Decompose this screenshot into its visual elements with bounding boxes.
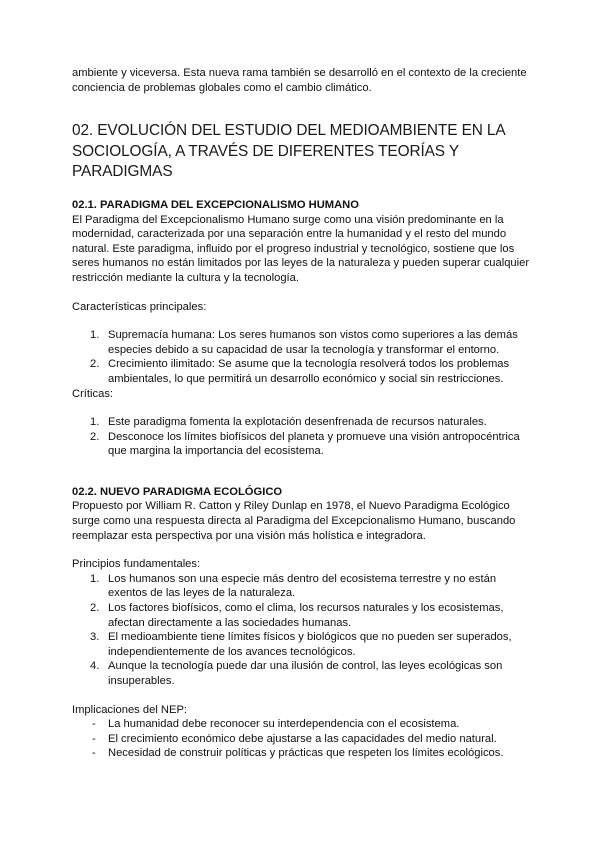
list-number: 1. [90,329,100,342]
list-item [72,601,534,630]
list-item-text: Supremacía humana: Los seres humanos son vistos como superiores a las demás especies debido a su capacidad de usar la tecnología y transformar el entorno. [108,329,518,356]
dash-bullet: - [92,718,96,731]
nep-heading: 02.2. NUEVO PARADIGMA ECOLÓGICO [72,485,283,498]
list-number: 1. [90,572,100,585]
list-number: 2. [90,358,100,371]
list-item-text: Desconoce los límites biofísicos del planeta y promueve una visión antropocéntrica que margina la importancia del ecosistema. [108,430,520,458]
dash-bullet: - [92,732,96,745]
list-number: 3. [90,631,100,644]
list-item-text: Crecimiento ilimitado: Se asume que la tecnología resolverá todos los problemas ambientales, lo que permitirá un desarrollo económico y social sin restricciones. [108,358,510,385]
list-item-text: Los humanos son una especie más dentro del ecosistema terrestre y no están exentos de las leyes de la naturaleza. [108,572,497,600]
dash-bullet: - [92,747,96,760]
list-item-text: Necesidad de construir políticas y prácticas que respeten los límites ecológicos. [108,747,504,760]
document-page [72,66,534,761]
list-number: 2. [90,430,100,443]
hep-heading: 02.1. PARADIGMA DEL EXCEPCIONALISMO HUMANO [72,198,359,211]
list-item [72,415,534,430]
hep-characteristics-label: Características principales: [72,300,207,313]
nep-body: Propuesto por William R. Catton y Riley Dunlap en 1978, el Nuevo Paradigma Ecológico surge como una respuesta directa al Paradigma del Excepcionalismo Humano, buscando reemplazar esta perspectiva por una visión más holística e integradora. [72,500,516,542]
hep-characteristics-list [72,328,534,386]
list-item [72,659,534,688]
nep-implications-list [72,717,534,761]
list-item [72,572,534,601]
section-title: 02. EVOLUCIÓN DEL ESTUDIO DEL MEDIOAMBIENTE EN LA SOCIOLOGÍA, A TRAVÉS DE DIFERENTES TEORÍAS Y PARADIGMAS [72,122,505,181]
list-item-text: El medioambiente tiene límites físicos y biológicos que no pueden ser superados, independientemente de los avances tecnológicos. [108,631,512,658]
list-item-text: Aunque la tecnología puede dar una ilusión de control, las leyes ecológicas son insuperables. [108,660,503,687]
intro-paragraph: ambiente y viceversa. Esta nueva rama también se desarrolló en el contexto de la creciente conciencia de problemas globales como el cambio climático. [72,67,527,94]
nep-principles-label: Principios fundamentales: [72,558,201,571]
list-item [72,717,534,732]
hep-critiques-list [72,415,534,459]
nep-implications-label: Implicaciones del NEP: [72,703,188,716]
list-item-text: Los factores biofísicos, como el clima, los recursos naturales y los ecosistemas, afectan directamente a las sociedades humanas. [108,602,504,629]
hep-critiques-label: Críticas: [72,387,114,400]
list-item [72,328,534,357]
list-number: 4. [90,660,100,673]
list-item [72,630,534,659]
list-item-text: El crecimiento económico debe ajustarse a las capacidades del medio natural. [108,732,497,745]
list-item [72,732,534,747]
list-item [72,746,534,761]
hep-body: El Paradigma del Excepcionalismo Humano surge como una visión predominante en la modernidad, caracterizada por una separación entre la humanidad y el resto del mundo natural. Este paradigma, influido por el progreso industrial y tecnológico, sostiene que los seres humanos no están limitados por las leyes de la naturaleza y pueden superar cualquier restricción mediante la cultura y la tecnología. [72,213,530,284]
list-number: 1. [90,416,100,429]
nep-principles-list [72,572,534,689]
list-number: 2. [90,602,100,615]
list-item [72,357,534,386]
list-item-text: Este paradigma fomenta la explotación desenfrenada de recursos naturales. [108,416,487,429]
list-item-text: La humanidad debe reconocer su interdependencia con el ecosistema. [108,718,460,731]
list-item [72,430,534,459]
